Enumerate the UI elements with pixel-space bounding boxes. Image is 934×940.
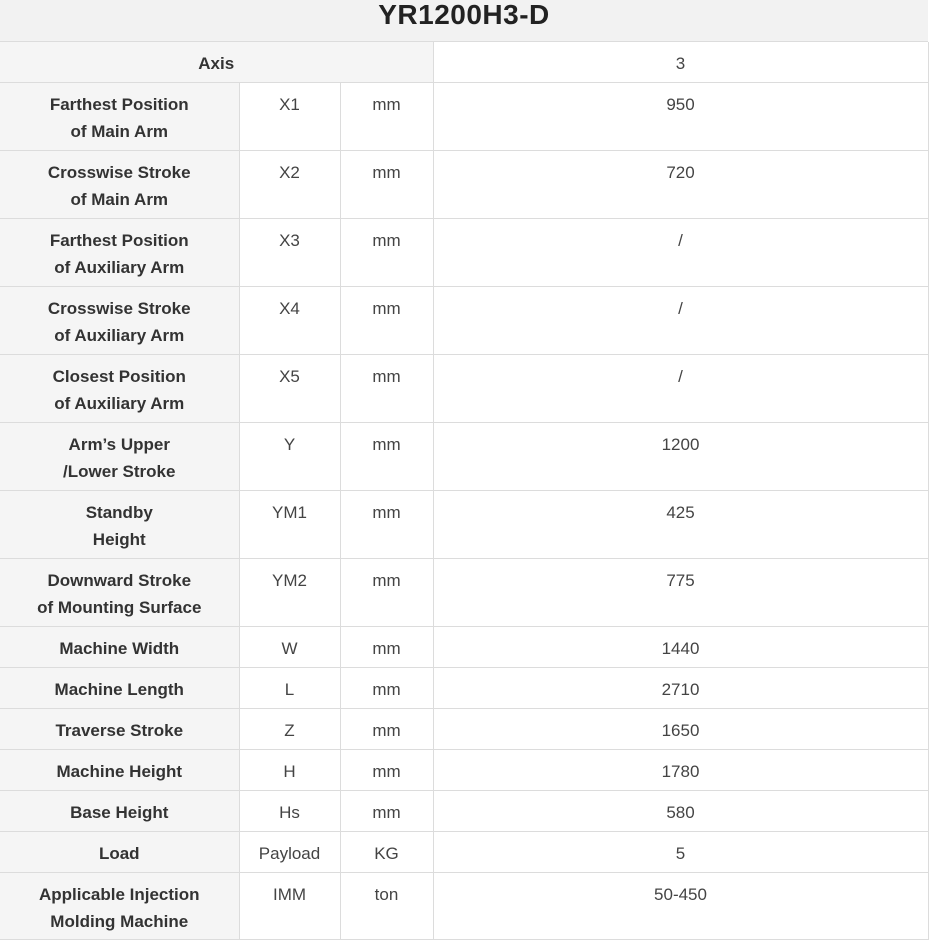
row-symbol: Hs	[239, 791, 340, 832]
row-unit: mm	[340, 668, 433, 709]
table-row	[0, 873, 928, 940]
row-symbol: YM2	[239, 559, 340, 627]
row-value: 720	[433, 151, 928, 219]
table-row	[0, 627, 928, 668]
table-row	[0, 491, 928, 559]
row-unit: mm	[340, 559, 433, 627]
row-unit: mm	[340, 219, 433, 287]
table-row	[0, 668, 928, 709]
table-row	[0, 219, 928, 287]
row-name: Farthest Position of Auxiliary Arm	[0, 219, 239, 287]
row-name: Traverse Stroke	[0, 709, 239, 750]
row-value: 1440	[433, 627, 928, 668]
table-row	[0, 355, 928, 423]
row-value: 1650	[433, 709, 928, 750]
row-symbol: Y	[239, 423, 340, 491]
table-row	[0, 151, 928, 219]
row-name: Farthest Position of Main Arm	[0, 83, 239, 151]
axis-label: Axis	[0, 42, 433, 83]
row-name: Applicable Injection Molding Machine	[0, 873, 239, 940]
row-name: Crosswise Stroke of Main Arm	[0, 151, 239, 219]
row-unit: mm	[340, 287, 433, 355]
row-unit: KG	[340, 832, 433, 873]
spec-table	[0, 42, 929, 940]
row-name: Machine Height	[0, 750, 239, 791]
row-symbol: L	[239, 668, 340, 709]
row-value: 580	[433, 791, 928, 832]
axis-value: 3	[433, 42, 928, 83]
row-name: Arm’s Upper /Lower Stroke	[0, 423, 239, 491]
row-name: Load	[0, 832, 239, 873]
row-value: /	[433, 355, 928, 423]
row-unit: ton	[340, 873, 433, 940]
row-value: 1200	[433, 423, 928, 491]
table-row	[0, 832, 928, 873]
table-row	[0, 423, 928, 491]
row-unit: mm	[340, 491, 433, 559]
row-symbol: X1	[239, 83, 340, 151]
row-unit: mm	[340, 355, 433, 423]
row-unit: mm	[340, 709, 433, 750]
table-row-axis	[0, 42, 928, 83]
row-symbol: H	[239, 750, 340, 791]
row-symbol: X2	[239, 151, 340, 219]
row-value: 5	[433, 832, 928, 873]
table-row	[0, 791, 928, 832]
row-symbol: X4	[239, 287, 340, 355]
row-value: 425	[433, 491, 928, 559]
row-unit: mm	[340, 423, 433, 491]
row-symbol: W	[239, 627, 340, 668]
row-value: 1780	[433, 750, 928, 791]
row-name: Base Height	[0, 791, 239, 832]
row-name: Standby Height	[0, 491, 239, 559]
row-value: 50-450	[433, 873, 928, 940]
row-symbol: X5	[239, 355, 340, 423]
row-name: Closest Position of Auxiliary Arm	[0, 355, 239, 423]
table-row	[0, 559, 928, 627]
row-symbol: Z	[239, 709, 340, 750]
row-value: 950	[433, 83, 928, 151]
row-value: 2710	[433, 668, 928, 709]
table-row	[0, 750, 928, 791]
table-row	[0, 709, 928, 750]
row-value: /	[433, 287, 928, 355]
row-unit: mm	[340, 627, 433, 668]
model-title: YR1200H3-D	[0, 0, 928, 42]
row-symbol: X3	[239, 219, 340, 287]
table-row	[0, 83, 928, 151]
row-name: Machine Length	[0, 668, 239, 709]
row-value: 775	[433, 559, 928, 627]
row-unit: mm	[340, 791, 433, 832]
row-value: /	[433, 219, 928, 287]
row-name: Machine Width	[0, 627, 239, 668]
row-symbol: Payload	[239, 832, 340, 873]
row-name: Crosswise Stroke of Auxiliary Arm	[0, 287, 239, 355]
table-row	[0, 287, 928, 355]
row-unit: mm	[340, 750, 433, 791]
row-name: Downward Stroke of Mounting Surface	[0, 559, 239, 627]
row-symbol: IMM	[239, 873, 340, 940]
row-symbol: YM1	[239, 491, 340, 559]
row-unit: mm	[340, 83, 433, 151]
row-unit: mm	[340, 151, 433, 219]
